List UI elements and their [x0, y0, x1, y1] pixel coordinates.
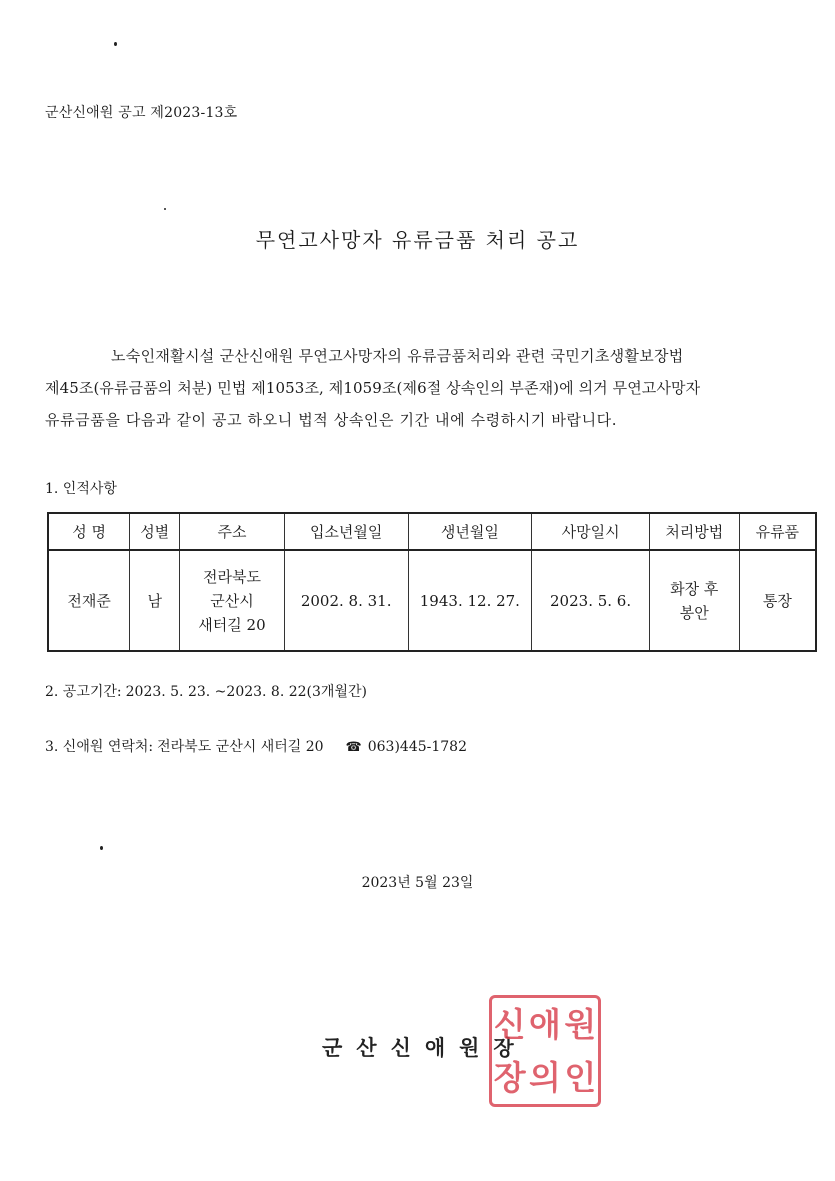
header-name: 성 명 [48, 513, 130, 550]
cell-admission-date: 2002. 8. 31. [284, 550, 408, 651]
deceased-info-table [47, 512, 817, 652]
cell-name: 전재준 [48, 550, 130, 651]
address-line-2: 군산시 [210, 591, 254, 610]
seal-char-3: 원 [564, 1005, 597, 1044]
contact-label: 3. 신애원 연락처: [45, 739, 154, 755]
notice-period-label: 2. 공고기간: [45, 684, 122, 700]
notice-period-value: 2023. 5. 23. ~2023. 8. 22(3개월간) [125, 684, 367, 700]
address-line-3: 새터길 20 [198, 615, 266, 634]
contact-address: 전라북도 군산시 새터길 20 [157, 739, 324, 755]
phone-icon: ☎ [345, 740, 362, 755]
signer-name: 군산신애원장 [322, 1035, 528, 1060]
document-number: 군산신애원 공고 제2023-13호 [45, 105, 238, 121]
header-death-date: 사망일시 [532, 513, 650, 550]
seal-char-6: 인 [564, 1058, 597, 1097]
contact-phone: 063)445-1782 [367, 739, 467, 755]
official-seal [489, 995, 601, 1107]
contact-info [45, 736, 467, 756]
table-header-row [48, 513, 816, 550]
body-line-2: 제45조(유류금품의 처분) 민법 제1053조, 제1059조(제6절 상속인의 부존재)에 의거 무연고사망자 [45, 379, 701, 397]
cell-death-date: 2023. 5. 6. [532, 550, 650, 651]
table-row [48, 550, 816, 651]
cell-address [180, 550, 285, 651]
seal-char-2: 애 [529, 1005, 561, 1044]
seal-char-1: 신 [493, 1005, 526, 1044]
handling-line-2: 봉안 [679, 603, 709, 622]
header-birth-date: 생년월일 [408, 513, 532, 550]
cell-belongings: 통장 [739, 550, 816, 651]
cell-gender: 남 [130, 550, 180, 651]
cell-birth-date: 1943. 12. 27. [408, 550, 532, 651]
header-belongings: 유류품 [739, 513, 816, 550]
notice-title: 무연고사망자 유류금품 처리 공고 [255, 228, 580, 252]
notice-body [45, 340, 815, 436]
seal-char-5: 의 [529, 1058, 561, 1097]
notice-period [45, 681, 367, 701]
address-line-1: 전라북도 [202, 567, 261, 586]
body-line-3: 유류금품을 다음과 같이 공고 하오니 법적 상속인은 기간 내에 수령하시기 바랍니다. [45, 411, 618, 429]
header-address: 주소 [180, 513, 285, 550]
notice-date: 2023년 5월 23일 [361, 875, 474, 891]
header-admission-date: 입소년월일 [284, 513, 408, 550]
header-handling: 처리방법 [649, 513, 739, 550]
body-line-1: 노숙인재활시설 군산신애원 무연고사망자의 유류금품처리와 관련 국민기초생활보장법 [111, 347, 684, 365]
header-gender: 성별 [130, 513, 180, 550]
handling-line-1: 화장 후 [670, 579, 719, 598]
section-personal-info-heading: 1. 인적사항 [45, 481, 117, 497]
cell-handling [649, 550, 739, 651]
seal-char-4: 장 [493, 1058, 526, 1097]
